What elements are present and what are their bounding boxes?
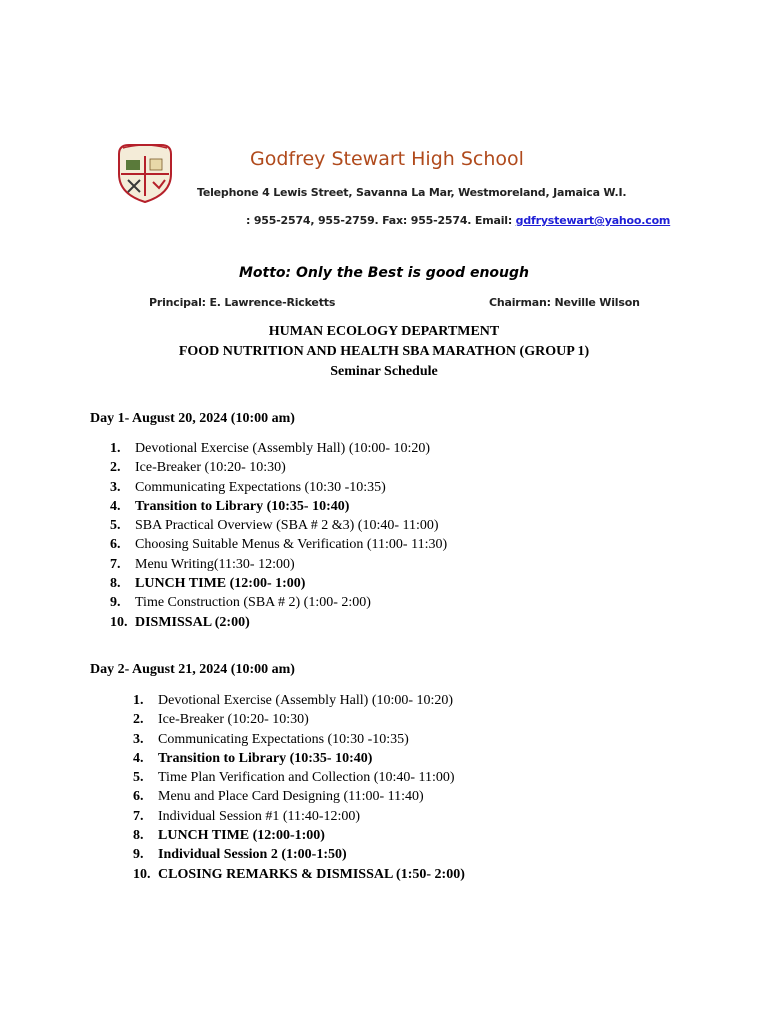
list-item	[110, 478, 447, 497]
list-item	[133, 845, 465, 864]
list-item	[133, 768, 465, 787]
list-item	[133, 787, 465, 806]
list-item	[133, 730, 465, 749]
item-number: 3.	[110, 479, 121, 495]
item-text: Menu Writing(11:30- 12:00)	[135, 556, 295, 572]
principal-name: Principal: E. Lawrence-Ricketts	[149, 296, 336, 309]
item-number: 10.	[110, 614, 128, 630]
list-item	[110, 613, 447, 632]
item-text: Individual Session 2 (1:00-1:50)	[158, 847, 347, 863]
list-item	[110, 593, 447, 612]
list-item	[110, 439, 447, 458]
item-text: LUNCH TIME (12:00- 1:00)	[135, 576, 306, 592]
school-address: Telephone 4 Lewis Street, Savanna La Mar, Westmoreland, Jamaica W.I.	[197, 186, 627, 199]
item-text: Transition to Library (10:35- 10:40)	[158, 750, 373, 766]
item-text: CLOSING REMARKS & DISMISSAL (1:50- 2:00)	[158, 866, 465, 882]
item-number: 8.	[110, 576, 121, 592]
schedule-subtitle: Seminar Schedule	[330, 364, 438, 379]
day-2-heading: Day 2- August 21, 2024 (10:00 am)	[90, 662, 295, 677]
item-number: 2.	[110, 460, 121, 476]
item-number: 3.	[133, 731, 144, 747]
item-number: 5.	[110, 518, 121, 534]
item-number: 7.	[110, 556, 121, 572]
list-item	[110, 535, 447, 554]
item-number: 1.	[133, 693, 144, 708]
item-text: DISMISSAL (2:00)	[135, 614, 250, 630]
email-link[interactable]: gdfrystewart@yahoo.com	[515, 214, 671, 227]
list-item	[133, 710, 465, 729]
list-item	[110, 574, 447, 593]
item-number: 7.	[133, 808, 144, 824]
list-item	[133, 826, 465, 845]
list-item	[133, 865, 465, 884]
item-text: Menu and Place Card Designing (11:00- 11:40)	[158, 789, 424, 805]
item-text: Communicating Expectations (10:30 -10:35)	[158, 731, 409, 747]
school-name: Godfrey Stewart High School	[250, 148, 524, 170]
list-item	[110, 458, 447, 477]
item-text: SBA Practical Overview (SBA # 2 &3) (10:40- 11:00)	[135, 518, 439, 534]
item-text: Individual Session #1 (11:40-12:00)	[158, 808, 361, 824]
item-number: 9.	[110, 595, 121, 611]
day-1-agenda	[110, 439, 447, 632]
item-text: Devotional Exercise (Assembly Hall) (10:00- 10:20)	[135, 441, 431, 456]
list-item	[133, 807, 465, 826]
contact-phone-fax: : 955-2574, 955-2759. Fax: 955-2574. Email:	[246, 214, 516, 227]
item-text: Time Plan Verification and Collection (10:40- 11:00)	[158, 770, 455, 786]
event-title: FOOD NUTRITION AND HEALTH SBA MARATHON (GROUP 1)	[178, 344, 590, 359]
list-item	[110, 497, 447, 516]
item-number: 4.	[133, 750, 144, 766]
document-title-block	[0, 322, 768, 382]
item-text: Ice-Breaker (10:20- 10:30)	[135, 460, 286, 476]
item-text: Ice-Breaker (10:20- 10:30)	[158, 712, 309, 728]
item-text: Communicating Expectations (10:30 -10:35)	[135, 479, 386, 495]
item-number: 8.	[133, 828, 144, 844]
school-crest-icon	[113, 142, 177, 204]
item-number: 9.	[133, 847, 144, 863]
item-number: 5.	[133, 770, 144, 786]
item-number: 6.	[133, 789, 144, 805]
contact-line	[246, 214, 670, 227]
item-text: LUNCH TIME (12:00-1:00)	[158, 828, 325, 844]
list-item	[133, 749, 465, 768]
school-motto: Motto: Only the Best is good enough	[239, 265, 529, 281]
item-number: 2.	[133, 712, 144, 728]
item-number: 1.	[110, 441, 121, 456]
list-item	[110, 516, 447, 535]
item-number: 10.	[133, 866, 151, 882]
item-text: Transition to Library (10:35- 10:40)	[135, 498, 350, 514]
item-number: 6.	[110, 537, 121, 553]
item-text: Devotional Exercise (Assembly Hall) (10:00- 10:20)	[158, 693, 454, 708]
item-number: 4.	[110, 498, 121, 514]
day-2-agenda	[133, 691, 465, 884]
chairman-name: Chairman: Neville Wilson	[489, 296, 640, 309]
list-item	[110, 555, 447, 574]
item-text: Time Construction (SBA # 2) (1:00- 2:00)	[135, 595, 371, 611]
day-1-heading: Day 1- August 20, 2024 (10:00 am)	[90, 411, 295, 426]
item-text: Choosing Suitable Menus & Verification (11:00- 11:30)	[135, 537, 448, 553]
list-item	[133, 691, 465, 710]
department-title: HUMAN ECOLOGY DEPARTMENT	[268, 324, 500, 339]
